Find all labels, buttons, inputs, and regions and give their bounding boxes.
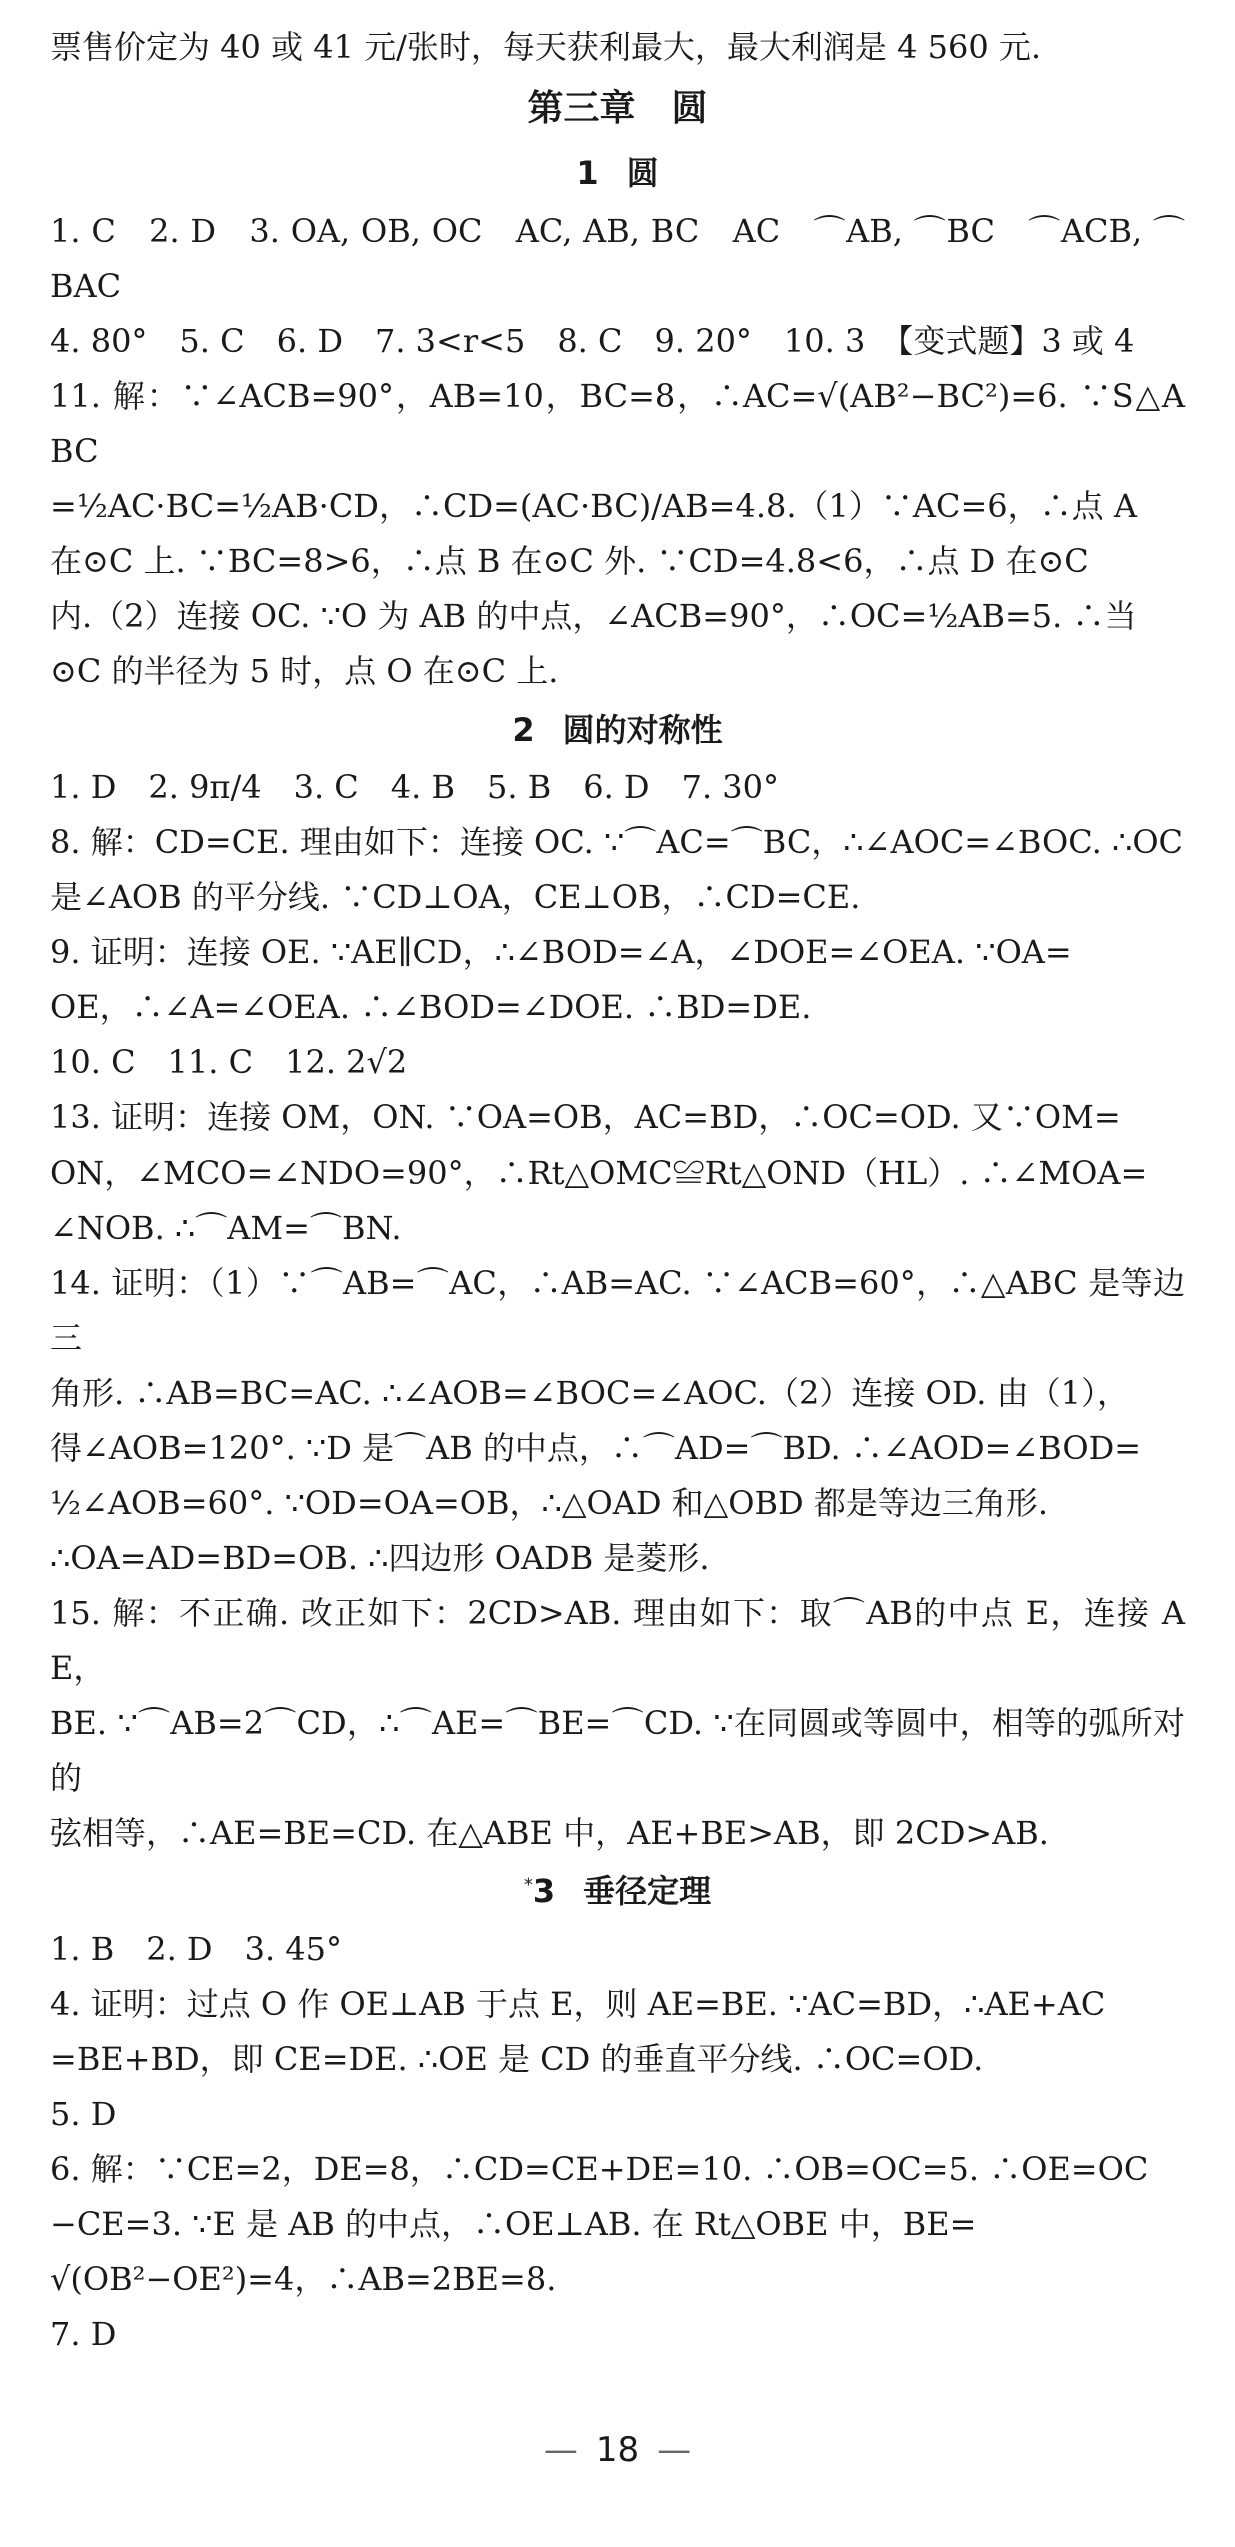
footer-dash-right: — <box>657 2430 692 2470</box>
answer-line: √(OB²−OE²)=4，∴AB=2BE=8. <box>50 2259 557 2298</box>
section-title: 垂径定理 <box>583 1871 712 1910</box>
answer-line: 11. 解：∵∠ACB=90°，AB=10，BC=8，∴AC=√(AB²−BC²)=6. ∵S△ABC <box>50 377 1185 471</box>
intro-line: 票售价定为 40 或 41 元/张时，每天获利最大，最大利润是 4 560 元. <box>50 28 1042 66</box>
answer-line: 1. C 2. D 3. OA, OB, OC AC, AB, BC AC ⌒AB, ⌒BC ⌒ACB, ⌒BAC <box>50 212 1185 306</box>
answer-line: 8. 解：CD=CE. 理由如下：连接 OC. ∵⌒AC=⌒BC，∴∠AOC=∠BOC. ∴OC <box>50 823 1184 862</box>
answer-line: ∴OA=AD=BD=OB. ∴四边形 OADB 是菱形. <box>50 1538 710 1577</box>
answer-line: ∠NOB. ∴⌒AM=⌒BN. <box>50 1208 402 1247</box>
page-footer <box>0 2430 1235 2470</box>
answer-line: 7. D <box>50 2314 117 2353</box>
answer-line: =½AC·BC=½AB·CD，∴CD=(AC·BC)/AB=4.8.（1）∵AC=6，∴点 A <box>50 487 1137 526</box>
answer-line: 14. 证明：（1）∵⌒AB=⌒AC，∴AB=AC. ∵∠ACB=60°，∴△ABC 是等边三 <box>50 1263 1185 1357</box>
answer-line: 1. D 2. 9π/4 3. C 4. B 5. B 6. D 7. 30° <box>50 768 780 807</box>
answer-line: 10. C 11. C 12. 2√2 <box>50 1043 408 1082</box>
answer-line: BE. ∵⌒AB=2⌒CD，∴⌒AE=⌒BE=⌒CD. ∵在同圆或等圆中，相等的弧所对的 <box>50 1703 1185 1797</box>
optional-star-mark: * <box>523 1874 533 1896</box>
section-2-heading <box>50 700 1185 761</box>
section-number: 1 <box>576 154 599 193</box>
section-3-heading <box>50 1861 1185 1922</box>
answer-line: −CE=3. ∵E 是 AB 的中点，∴OE⊥AB. 在 Rt△OBE 中，BE= <box>50 2204 977 2243</box>
answer-line: 弦相等，∴AE=BE=CD. 在△ABE 中，AE+BE>AB，即 2CD>AB. <box>50 1813 1049 1852</box>
answer-line: =BE+BD，即 CE=DE. ∴OE 是 CD 的垂直平分线. ∴OC=OD. <box>50 2039 984 2078</box>
answer-line: ⊙C 的半径为 5 时，点 O 在⊙C 上. <box>50 652 559 691</box>
answer-line: 内.（2）连接 OC. ∵O 为 AB 的中点，∠ACB=90°，∴OC=½AB=5. ∴当 <box>50 597 1137 636</box>
section-1-heading <box>50 143 1185 204</box>
answer-line: 1. B 2. D 3. 45° <box>50 1929 343 1968</box>
answer-line: OE，∴∠A=∠OEA. ∴∠BOD=∠DOE. ∴BD=DE. <box>50 988 812 1027</box>
chapter-title: 第三章 圆 <box>527 88 708 130</box>
answer-line: 得∠AOB=120°. ∵D 是⌒AB 的中点，∴⌒AD=⌒BD. ∴∠AOD=∠BOD= <box>50 1428 1142 1467</box>
answer-line: ½∠AOB=60°. ∵OD=OA=OB，∴△OAD 和△OBD 都是等边三角形. <box>50 1483 1049 1522</box>
answer-line: 13. 证明：连接 OM，ON. ∵OA=OB，AC=BD，∴OC=OD. 又∵OM= <box>50 1098 1121 1137</box>
answer-line: 角形. ∴AB=BC=AC. ∴∠AOB=∠BOC=∠AOC.（2）连接 OD. 由（1）， <box>50 1373 1129 1412</box>
answer-line: 是∠AOB 的平分线. ∵CD⊥OA，CE⊥OB，∴CD=CE. <box>50 878 861 917</box>
section-number: 2 <box>512 710 535 749</box>
answer-line: 9. 证明：连接 OE. ∵AE∥CD，∴∠BOD=∠A，∠DOE=∠OEA. ∵OA= <box>50 933 1072 972</box>
answer-line: ON，∠MCO=∠NDO=90°，∴Rt△OMC≌Rt△OND（HL）. ∴∠MOA= <box>50 1153 1148 1192</box>
answer-line: 15. 解：不正确. 改正如下：2CD>AB. 理由如下：取⌒AB的中点 E，连接 AE， <box>50 1593 1185 1687</box>
answer-line: 5. D <box>50 2094 117 2133</box>
answer-line: 在⊙C 上. ∵BC=8>6，∴点 B 在⊙C 外. ∵CD=4.8<6，∴点 D 在⊙C <box>50 542 1089 581</box>
answer-line: 6. 解：∵CE=2，DE=8，∴CD=CE+DE=10. ∴OB=OC=5. ∴OE=OC <box>50 2149 1149 2188</box>
page-number: 18 <box>595 2430 640 2470</box>
footer-dash-left: — <box>543 2430 578 2470</box>
section-title: 圆 <box>626 154 659 193</box>
answer-line: 4. 证明：过点 O 作 OE⊥AB 于点 E，则 AE=BE. ∵AC=BD，∴AE+AC <box>50 1984 1106 2023</box>
section-number: 3 <box>532 1871 556 1910</box>
answer-line: 4. 80° 5. C 6. D 7. 3<r<5 8. C 9. 20° 10. 3 【变式题】3 或 4 <box>50 322 1135 361</box>
section-title: 圆的对称性 <box>562 710 723 749</box>
